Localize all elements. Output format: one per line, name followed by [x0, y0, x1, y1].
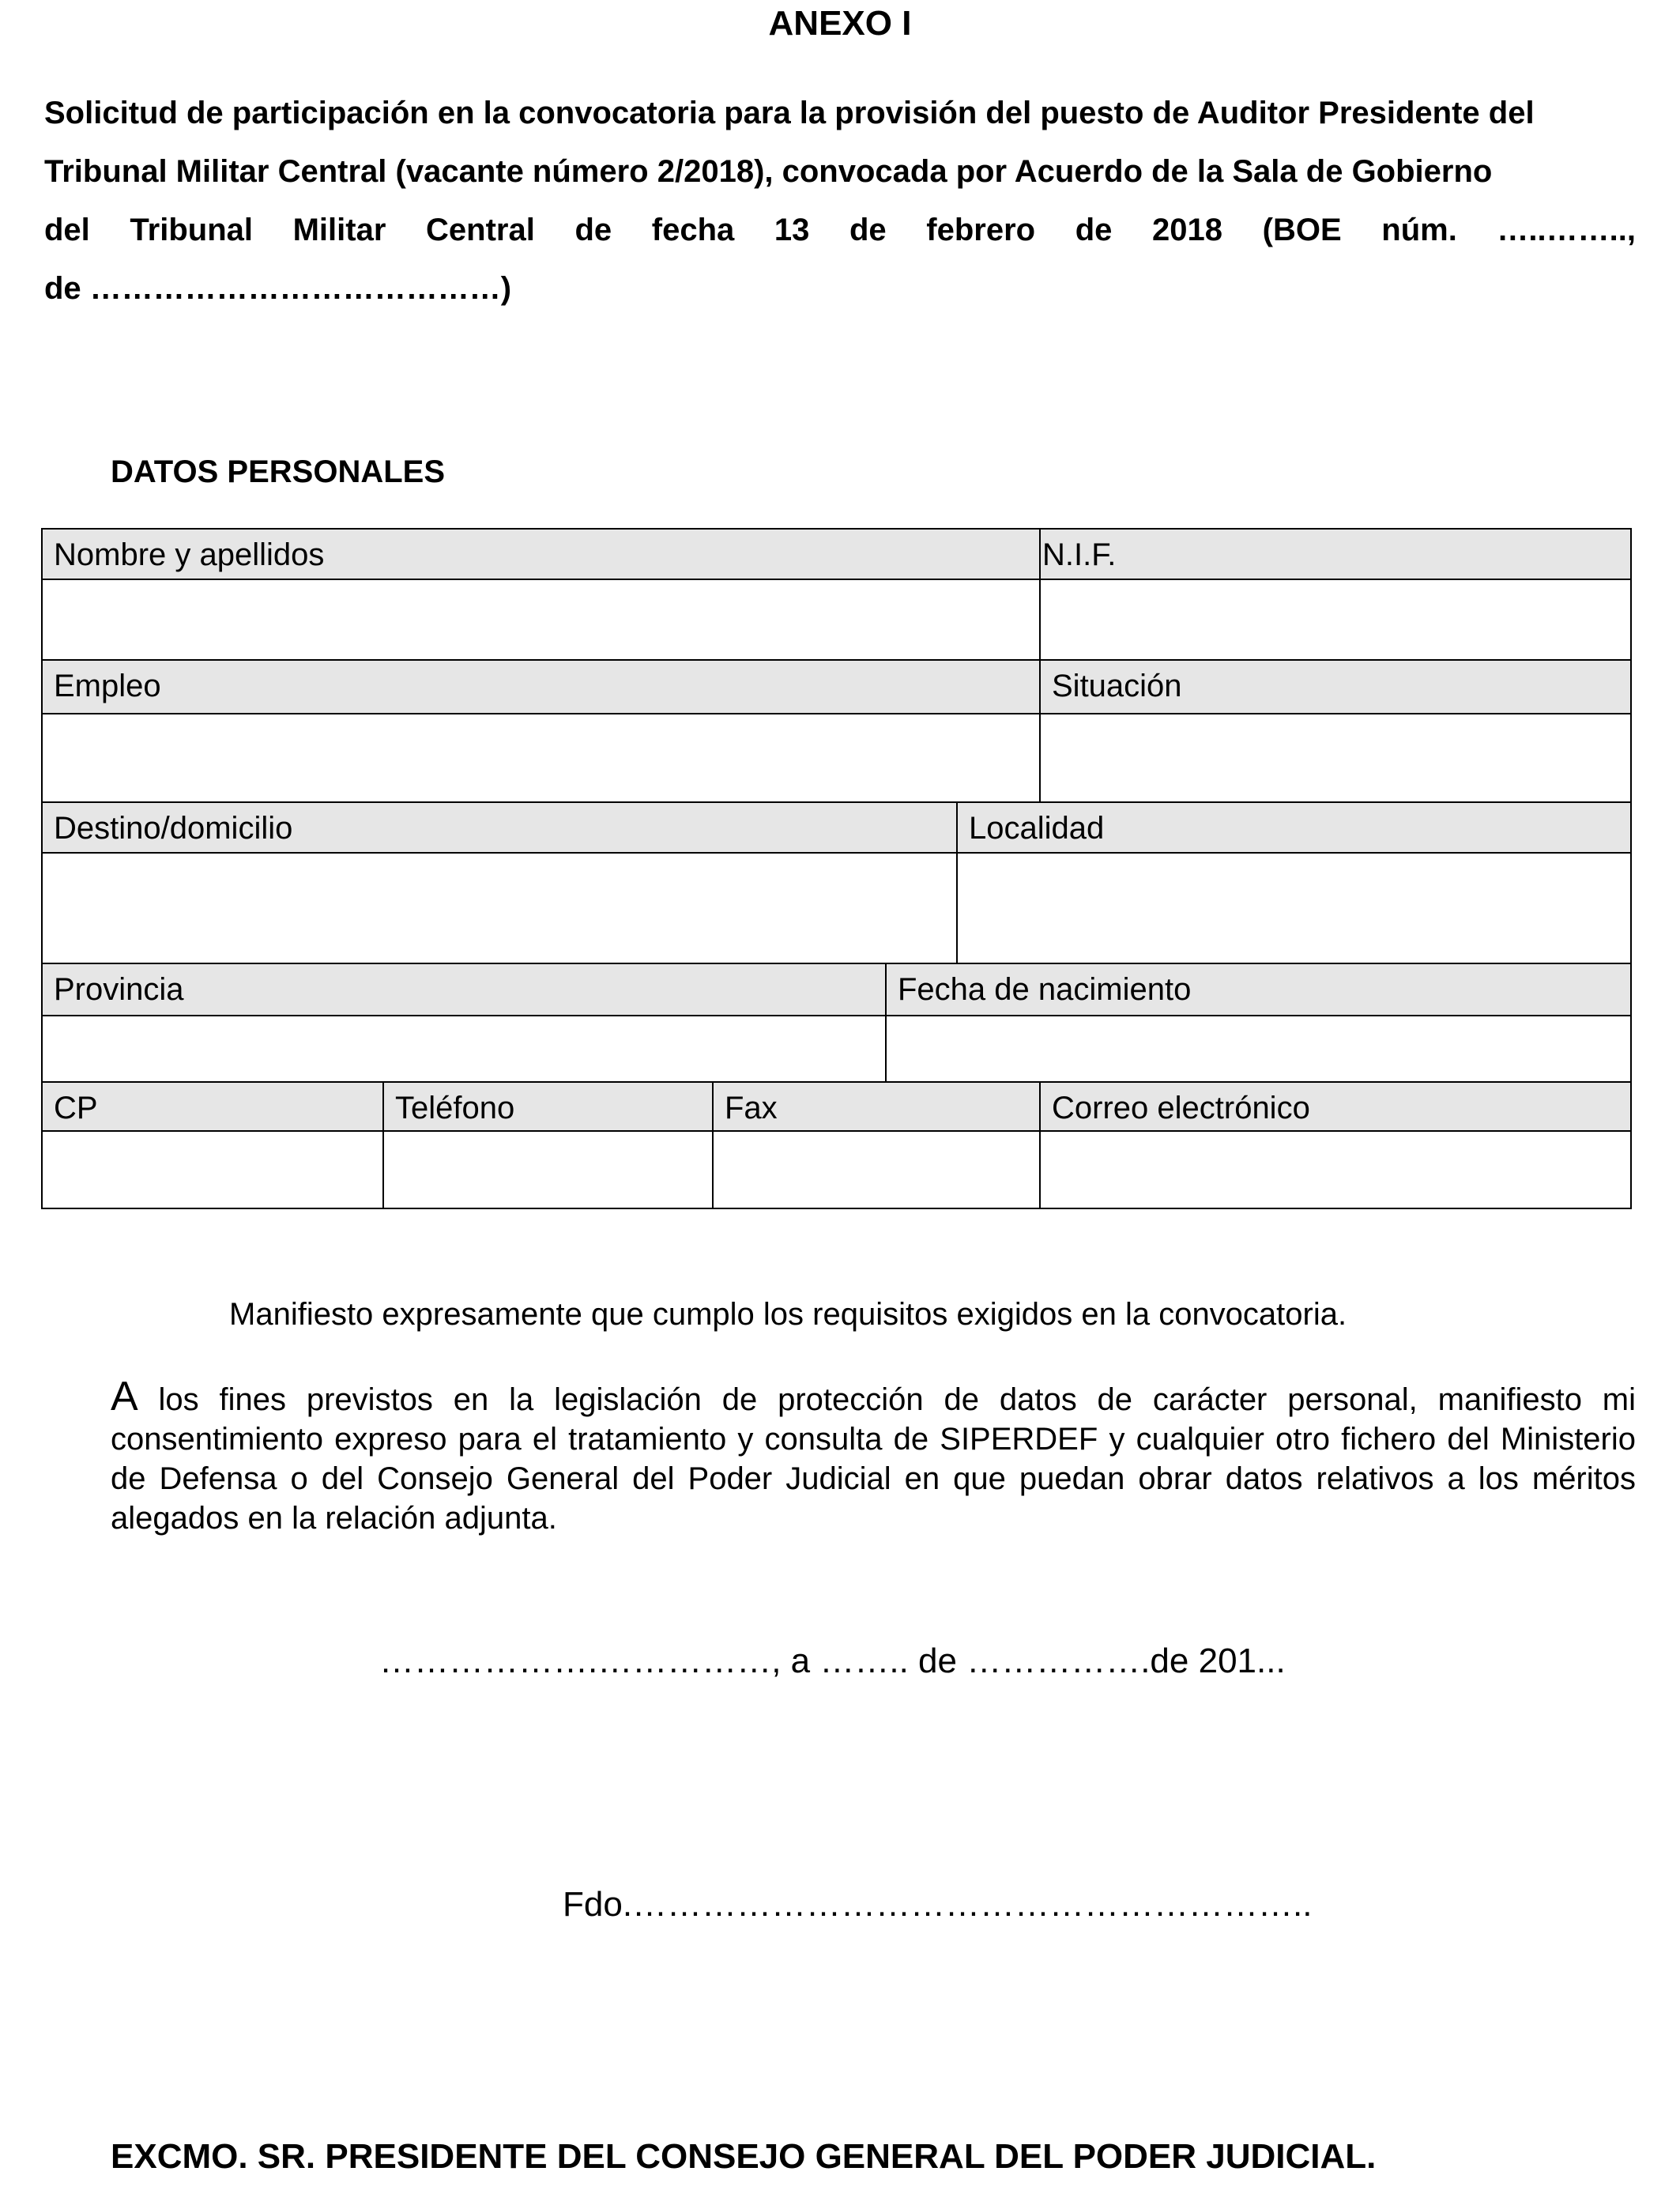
nif-label: N.I.F.: [1039, 528, 1632, 580]
signature-line: Fdo.…………………………………………………..: [563, 1885, 1313, 1924]
nacimiento-field[interactable]: [885, 1015, 1632, 1083]
provincia-label: Provincia: [41, 963, 887, 1016]
empleo-label: Empleo: [41, 659, 1041, 714]
heading-line: de …………………………………): [44, 271, 512, 306]
nombre-label: Nombre y apellidos: [41, 528, 1041, 580]
heading-line: Solicitud de participación en la convocatoria para la provisión del puesto de Auditor Presidente del: [44, 96, 1535, 130]
nombre-field[interactable]: [41, 579, 1041, 661]
annex-title: ANEXO I: [768, 4, 912, 43]
empleo-field[interactable]: [41, 713, 1041, 803]
situacion-label: Situación: [1039, 659, 1632, 714]
fax-label: Fax: [712, 1081, 1041, 1132]
request-heading: [44, 84, 1636, 318]
consent-text: los fines previstos en la legislación de protección de datos de carácter personal, manifiesto mi consentimiento expreso para el tratamiento y consulta de SIPERDEF y cualquier otro fichero del Ministerio de Defensa o del Consejo General del Poder Judicial en que puedan obrar datos relativos a los méritos alegados en la relación adjunta.: [111, 1382, 1636, 1536]
heading-line: del Tribunal Militar Central de fecha 13 de febrero de 2018 (BOE núm. …..……..,: [44, 213, 1636, 247]
telefono-field[interactable]: [382, 1130, 714, 1209]
correo-label: Correo electrónico: [1039, 1081, 1632, 1132]
provincia-field[interactable]: [41, 1015, 887, 1083]
telefono-label: Teléfono: [382, 1081, 714, 1132]
requirements-statement: Manifiesto expresamente que cumplo los requisitos exigidos en la convocatoria.: [229, 1297, 1347, 1332]
addressee: EXCMO. SR. PRESIDENTE DEL CONSEJO GENERAL DEL PODER JUDICIAL.: [111, 2137, 1377, 2176]
localidad-field[interactable]: [956, 852, 1632, 964]
place-date-line: ……………….……………, a …….. de …………….de 201...: [379, 1642, 1286, 1680]
cp-field[interactable]: [41, 1130, 384, 1209]
consent-paragraph: [111, 1374, 1636, 1538]
destino-field[interactable]: [41, 852, 958, 964]
consent-initial: A: [111, 1374, 138, 1419]
destino-label: Destino/domicilio: [41, 801, 958, 854]
cp-label: CP: [41, 1081, 384, 1132]
nif-field[interactable]: [1039, 579, 1632, 661]
nacimiento-label: Fecha de nacimiento: [885, 963, 1632, 1016]
situacion-field[interactable]: [1039, 713, 1632, 803]
section-title: DATOS PERSONALES: [111, 454, 446, 489]
heading-line: Tribunal Militar Central (vacante número 2/2018), convocada por Acuerdo de la Sala de Gobierno: [44, 154, 1493, 189]
localidad-label: Localidad: [956, 801, 1632, 854]
fax-field[interactable]: [712, 1130, 1041, 1209]
correo-field[interactable]: [1039, 1130, 1632, 1209]
